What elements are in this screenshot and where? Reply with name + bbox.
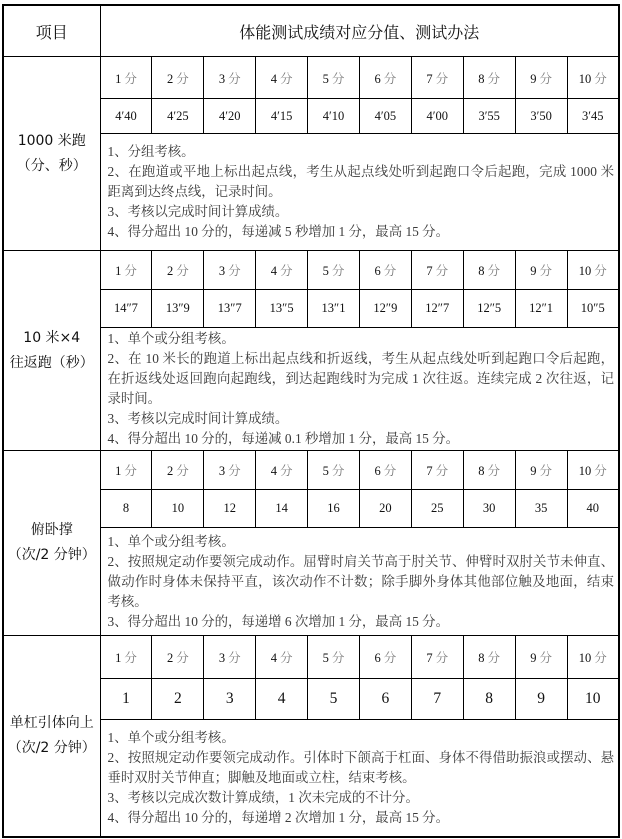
score-cell: 1 分: [100, 251, 152, 290]
value-cell: 12″7: [411, 290, 463, 328]
score-cell: 9 分: [515, 451, 567, 490]
score-cell: 7 分: [411, 451, 463, 490]
score-cell: 8 分: [463, 57, 515, 99]
value-cell: 4′20: [204, 99, 256, 134]
rule-item: 2、在 10 米长的跑道上标出起点线和折返线，考生从起点线处听到起跑口令后起跑，在折返线处返回跑向起跑线，到达起跑线时为完成 1 次往返。连续完成 2 次往返，记录时间。: [107, 351, 614, 406]
score-row: [3, 57, 619, 99]
score-cell: 6 分: [359, 57, 411, 99]
score-cell: 4 分: [256, 636, 308, 679]
value-cell: 16: [308, 490, 360, 528]
value-cell: 13″9: [152, 290, 204, 328]
score-cell: 1 分: [100, 451, 152, 490]
rule-item: 1、单个或分组考核。: [107, 331, 235, 346]
score-cell: 4 分: [256, 251, 308, 290]
rules-cell: [100, 134, 619, 251]
value-cell: 4′05: [359, 99, 411, 134]
item-name-cell: [3, 636, 100, 837]
value-cell: 9: [515, 679, 567, 720]
fitness-test-table: [2, 4, 620, 838]
value-cell: 2: [152, 679, 204, 720]
item-name-cell: [3, 57, 100, 251]
value-cell: 4′00: [411, 99, 463, 134]
rule-item: 3、考核以完成时间计算成绩。: [107, 411, 289, 426]
value-cell: 10″5: [567, 290, 619, 328]
value-cell: 3: [204, 679, 256, 720]
value-cell: 4′40: [100, 99, 152, 134]
value-cell: 13″1: [308, 290, 360, 328]
score-cell: 2 分: [152, 451, 204, 490]
score-cell: 3 分: [204, 57, 256, 99]
score-cell: 2 分: [152, 57, 204, 99]
score-cell: 6 分: [359, 251, 411, 290]
item-name: 俯卧撑: [30, 522, 73, 538]
item-unit: 往返跑（秒）: [9, 354, 94, 371]
value-cell: 8: [463, 679, 515, 720]
score-cell: 3 分: [204, 451, 256, 490]
value-cell: 12: [204, 490, 256, 528]
value-cell: 5: [308, 679, 360, 720]
value-cell: 10: [152, 490, 204, 528]
value-cell: 13″5: [256, 290, 308, 328]
item-name-cell: [3, 251, 100, 451]
value-cell: 12″1: [515, 290, 567, 328]
score-cell: 10 分: [567, 57, 619, 99]
rule-item: 3、得分超出 10 分的，每递增 6 次增加 1 分，最高 15 分。: [107, 613, 449, 629]
value-cell: 4′10: [308, 99, 360, 134]
value-cell: 13″7: [204, 290, 256, 328]
score-row: [3, 451, 619, 490]
score-cell: 4 分: [256, 451, 308, 490]
score-cell: 3 分: [204, 251, 256, 290]
value-cell: 8: [100, 490, 152, 528]
item-name-cell: [3, 451, 100, 636]
score-cell: 6 分: [359, 636, 411, 679]
score-cell: 7 分: [411, 636, 463, 679]
score-cell: 5 分: [308, 636, 360, 679]
score-row: [3, 636, 619, 679]
value-cell: 14″7: [100, 290, 152, 328]
score-cell: 6 分: [359, 451, 411, 490]
score-cell: 8 分: [463, 451, 515, 490]
score-cell: 9 分: [515, 57, 567, 99]
rule-item: 3、考核以完成时间计算成绩。: [107, 204, 289, 219]
item-name: 1000 米跑: [17, 132, 86, 149]
score-cell: 2 分: [152, 636, 204, 679]
score-cell: 8 分: [463, 636, 515, 679]
score-cell: 5 分: [308, 251, 360, 290]
score-cell: 10 分: [567, 451, 619, 490]
value-cell: 25: [411, 490, 463, 528]
score-cell: 2 分: [152, 251, 204, 290]
item-name: 10 米×4: [23, 329, 81, 346]
score-cell: 1 分: [100, 636, 152, 679]
score-cell: 5 分: [308, 57, 360, 99]
value-cell: 30: [463, 490, 515, 528]
rule-item: 3、考核以完成次数计算成绩，1 次未完成的不计分。: [107, 789, 419, 805]
value-cell: 3′45: [567, 99, 619, 134]
item-name: 单杠引体向上: [9, 714, 94, 731]
score-cell: 1 分: [100, 57, 152, 99]
item-unit: （分、秒）: [16, 157, 87, 174]
value-cell: 35: [515, 490, 567, 528]
value-cell: 4: [256, 679, 308, 720]
score-cell: 4 分: [256, 57, 308, 99]
rule-item: 2、按照规定动作要领完成动作。引体时下颌高于杠面、身体不得借助振浪或摆动、悬垂时双肘关节伸直；脚触及地面或立柱，结束考核。: [107, 749, 614, 785]
score-cell: 10 分: [567, 251, 619, 290]
item-unit: （次/2 分钟）: [7, 547, 96, 563]
score-cell: 5 分: [308, 451, 360, 490]
score-cell: 8 分: [463, 251, 515, 290]
rule-item: 2、在跑道或平地上标出起点线，考生从起点线处听到起跑口令后起跑，完成 1000 米距离到达终点线，记录时间。: [107, 164, 614, 199]
value-cell: 3′50: [515, 99, 567, 134]
item-unit: （次/2 分钟）: [7, 739, 96, 756]
score-row: [3, 251, 619, 290]
rules-cell: [100, 328, 619, 451]
score-cell: 10 分: [567, 636, 619, 679]
score-cell: 9 分: [515, 251, 567, 290]
rule-item: 4、得分超出 10 分的，每递增 2 次增加 1 分，最高 15 分。: [107, 809, 449, 825]
rule-item: 4、得分超出 10 分的，每递减 5 秒增加 1 分，最高 15 分。: [107, 224, 449, 239]
score-cell: 7 分: [411, 251, 463, 290]
score-cell: 7 分: [411, 57, 463, 99]
value-cell: 4′15: [256, 99, 308, 134]
item-column-header: 项目: [3, 5, 100, 57]
value-cell: 12″5: [463, 290, 515, 328]
rule-item: 1、单个或分组考核。: [107, 729, 235, 745]
rule-item: 1、单个或分组考核。: [107, 533, 235, 549]
table-title: 体能测试成绩对应分值、测试办法: [100, 5, 619, 57]
rule-item: 2、按照规定动作要领完成动作。屈臂时肩关节高于肘关节、伸臂时双肘关节未伸直、做动作时身体未保持平直，该次动作不计数；除手脚外身体其他部位触及地面，结束考核。: [107, 553, 614, 609]
value-cell: 10: [567, 679, 619, 720]
value-cell: 20: [359, 490, 411, 528]
score-cell: 9 分: [515, 636, 567, 679]
value-cell: 40: [567, 490, 619, 528]
value-cell: 14: [256, 490, 308, 528]
value-cell: 7: [411, 679, 463, 720]
value-cell: 12″9: [359, 290, 411, 328]
rule-item: 4、得分超出 10 分的，每递减 0.1 秒增加 1 分，最高 15 分。: [107, 431, 460, 446]
rules-cell: [100, 720, 619, 837]
header-row: [3, 5, 619, 57]
score-cell: 3 分: [204, 636, 256, 679]
rule-item: 1、分组考核。: [107, 144, 195, 159]
value-cell: 4′25: [152, 99, 204, 134]
value-cell: 3′55: [463, 99, 515, 134]
value-cell: 1: [100, 679, 152, 720]
value-cell: 6: [359, 679, 411, 720]
rules-cell: [100, 528, 619, 636]
